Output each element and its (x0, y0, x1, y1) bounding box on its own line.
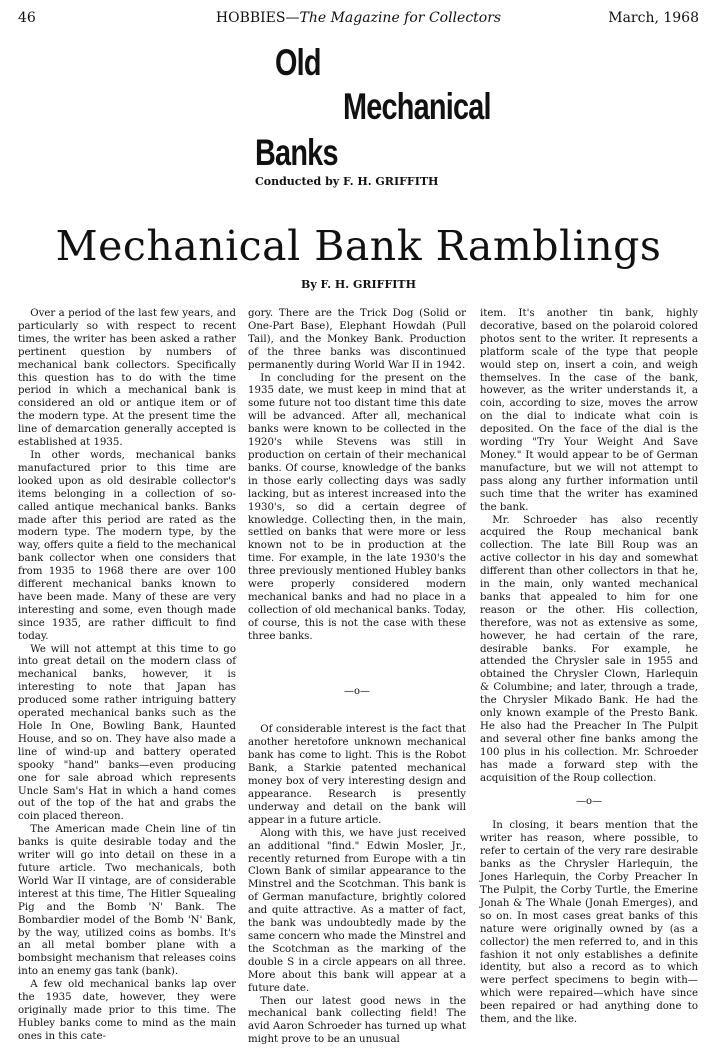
paragraph: A few old mechanical banks lap over the 1935 date, however, they were originally made prior to this time. The Hubley banks come to mind as the main ones in this cate- (18, 979, 236, 1042)
paragraph: Then our latest good news in the mechanical bank collecting field! The avid Aaron Schroeder has turned up what might prove to be an unusual (248, 995, 466, 1046)
section-separator: —o— (575, 795, 603, 807)
masthead-line-mechanical: Mechanical (343, 86, 491, 127)
magazine-title (18, 10, 699, 26)
paragraph: Over a period of the last few years, and particularly so with respect to recent times, the writer has been asked a rather pertinent question by numbers of mechanical bank collectors. Specifically this question has to do with the time period in which a mechanical bank is considered an old or antique item or of the modern type. At the present time the line of demarcation generally accepted is established at 1935. (18, 308, 236, 449)
article-byline: By F. H. GRIFFITH (301, 278, 416, 291)
article-column-1 (18, 308, 236, 1044)
masthead-line-banks: Banks (255, 132, 338, 173)
article-title: Mechanical Bank Ramblings (55, 222, 662, 270)
column-masthead (0, 40, 717, 200)
page-number: 46 (18, 10, 36, 26)
paragraph: item. It's another tin bank, highly decorative, based on the polaroid colored photos sent to the writer. It represents a platform scale of the type that people would step on, insert a coin, and weigh themselves. In the case of the bank, however, as the writer understands it, a coin, according to size, moves the arrow on the dial to indicate what coin is deposited. On the face of the dial is the wording "Try Your Weight And Save Money." It would appear to be of German manufacture, but we will not attempt to pass along any further information until such time that the writer has examined the bank. (480, 308, 698, 513)
magazine-prefix: HOBBIES— (215, 10, 300, 26)
paragraph: In closing, it bears mention that the writer has reason, where possible, to refer to certain of the very rare desirable banks as the Chrysler Harlequin, the Jones Harlequin, the Corby Preacher In The Pulpit, the Corby Turtle, the Emerine Jonah & The Whale (Jonah Emerges), and so on. In most cases great banks of this nature were originally owned by (as a collector) the men referred to, and in this fashion it not only establishes a definite identity, but also a record as to which were perfect specimens to begin with—which were repaired—which have since been repaired or had anything done to them, and the like. (480, 820, 698, 1026)
paragraph: In other words, mechanical banks manufactured prior to this time are looked upon as old desirable collector's items belonging in a collection of so-called antique mechanical banks. Banks made after this period are rated as the modern type. The modern type, by the way, offers quite a field to the mechanical bank collector when one considers that from 1935 to 1968 there are over 100 different mechanical banks known to have been made. Many of these are very interesting and some, even though made since 1935, are rather difficult to find today. (18, 449, 236, 642)
conducted-by: Conducted by F. H. GRIFFITH (255, 175, 439, 188)
running-head (18, 10, 699, 32)
paragraph: Mr. Schroeder has also recently acquired the Roup mechanical bank collection. The late Bill Roup was an active collector in his day and somewhat different than other collectors in that he, in the main, only wanted mechanical banks that appealed to him for one reason or the other. His collection, therefore, was not as extensive as some, however, he had certain of the rare, desirable banks. For example, he attended the Chrysler sale in 1955 and obtained the Chrysler Clown, Harlequin & Columbine; and later, through a trade, the Chrysler Mikado Bank. He had the only known example of the Presto Bank. He also had the Preacher In The Pulpit and several other fine banks among the 100 plus in his collection. Mr. Schroeder has made a forward step with the acquisition of the Roup collection. (480, 514, 698, 784)
paragraph: The American made Chein line of tin banks is quite desirable today and the writer will go into detail on these in a future article. Two mechanicals, both World War II vintage, are of considerable interest at this time, The Hitler Squealing Pig and the Bomb 'N' Bank. The Bombardier model of the Bomb 'N' Bank, by the way, utilized coins as bombs. It's an all metal bomber plane with a bombsight mechanism that releases coins into an enemy gas tank (bank). (18, 824, 236, 978)
paragraph: We will not attempt at this time to go into great detail on the modern class of mechanical banks, however, it is interesting to note that Japan has produced some rather intriguing battery operated mechanical banks such as the Hole In One, Bowling Bank, Haunted House, and so on. They have also made a line of wind-up and battery operated spooky "hand" banks—even producing one for sale abroad which represents Uncle Sam's Hat in which a hand comes out of the top of the hat and grabs the coin placed thereon. (18, 643, 236, 823)
magazine-subtitle: The Magazine for Collectors (299, 10, 502, 26)
issue-date: March, 1968 (608, 10, 699, 26)
article-column-3 (480, 308, 698, 1027)
paragraph: gory. There are the Trick Dog (Solid or One-Part Base), Elephant Howdah (Pull Tail), and the Monkey Bank. Production of the three banks was discontinued permanently during World War II in 1942. (248, 308, 466, 371)
masthead-line-old: Old (275, 42, 321, 83)
article-column-2 (248, 308, 466, 1047)
section-separator: —o— (343, 685, 371, 697)
paragraph: In concluding for the present on the 1935 date, we must keep in mind that at some future not too distant time this date will be advanced. After all, mechanical banks were known to be collected in the 1920's while Stevens was still in production on certain of their mechanical banks. Of course, knowledge of the banks in those early collecting days was sadly lacking, but as interest increased into the 1930's, so did a certain degree of knowledge. Collecting then, in the main, settled on banks that were more or less known not to be in production at the time. For example, in the late 1930's the three previously mentioned Hubley banks were properly considered modern mechanical banks and had no place in a collection of old mechanical banks. Today, of course, this is not the case with these three banks. (248, 372, 466, 642)
paragraph: Along with this, we have just received an additional "find." Edwin Mosler, Jr., recently returned from Europe with a tin Clown Bank of similar appearance to the Minstrel and the Scotchman. This bank is of German manufacture, brightly colored and quite attractive. As a matter of fact, the bank was undoubtedly made by the same concern who made the Minstrel and the Scotchman as the marking of the double S in a circle appears on all three. More about this bank will appear at a future date. (248, 827, 466, 994)
paragraph: Of considerable interest is the fact that another heretofore unknown mechanical bank has come to light. This is the Robot Bank, a Starkie patented mechanical money box of very interesting design and appearance. Research is presently underway and detail on the bank will appear in a future article. (248, 724, 466, 826)
